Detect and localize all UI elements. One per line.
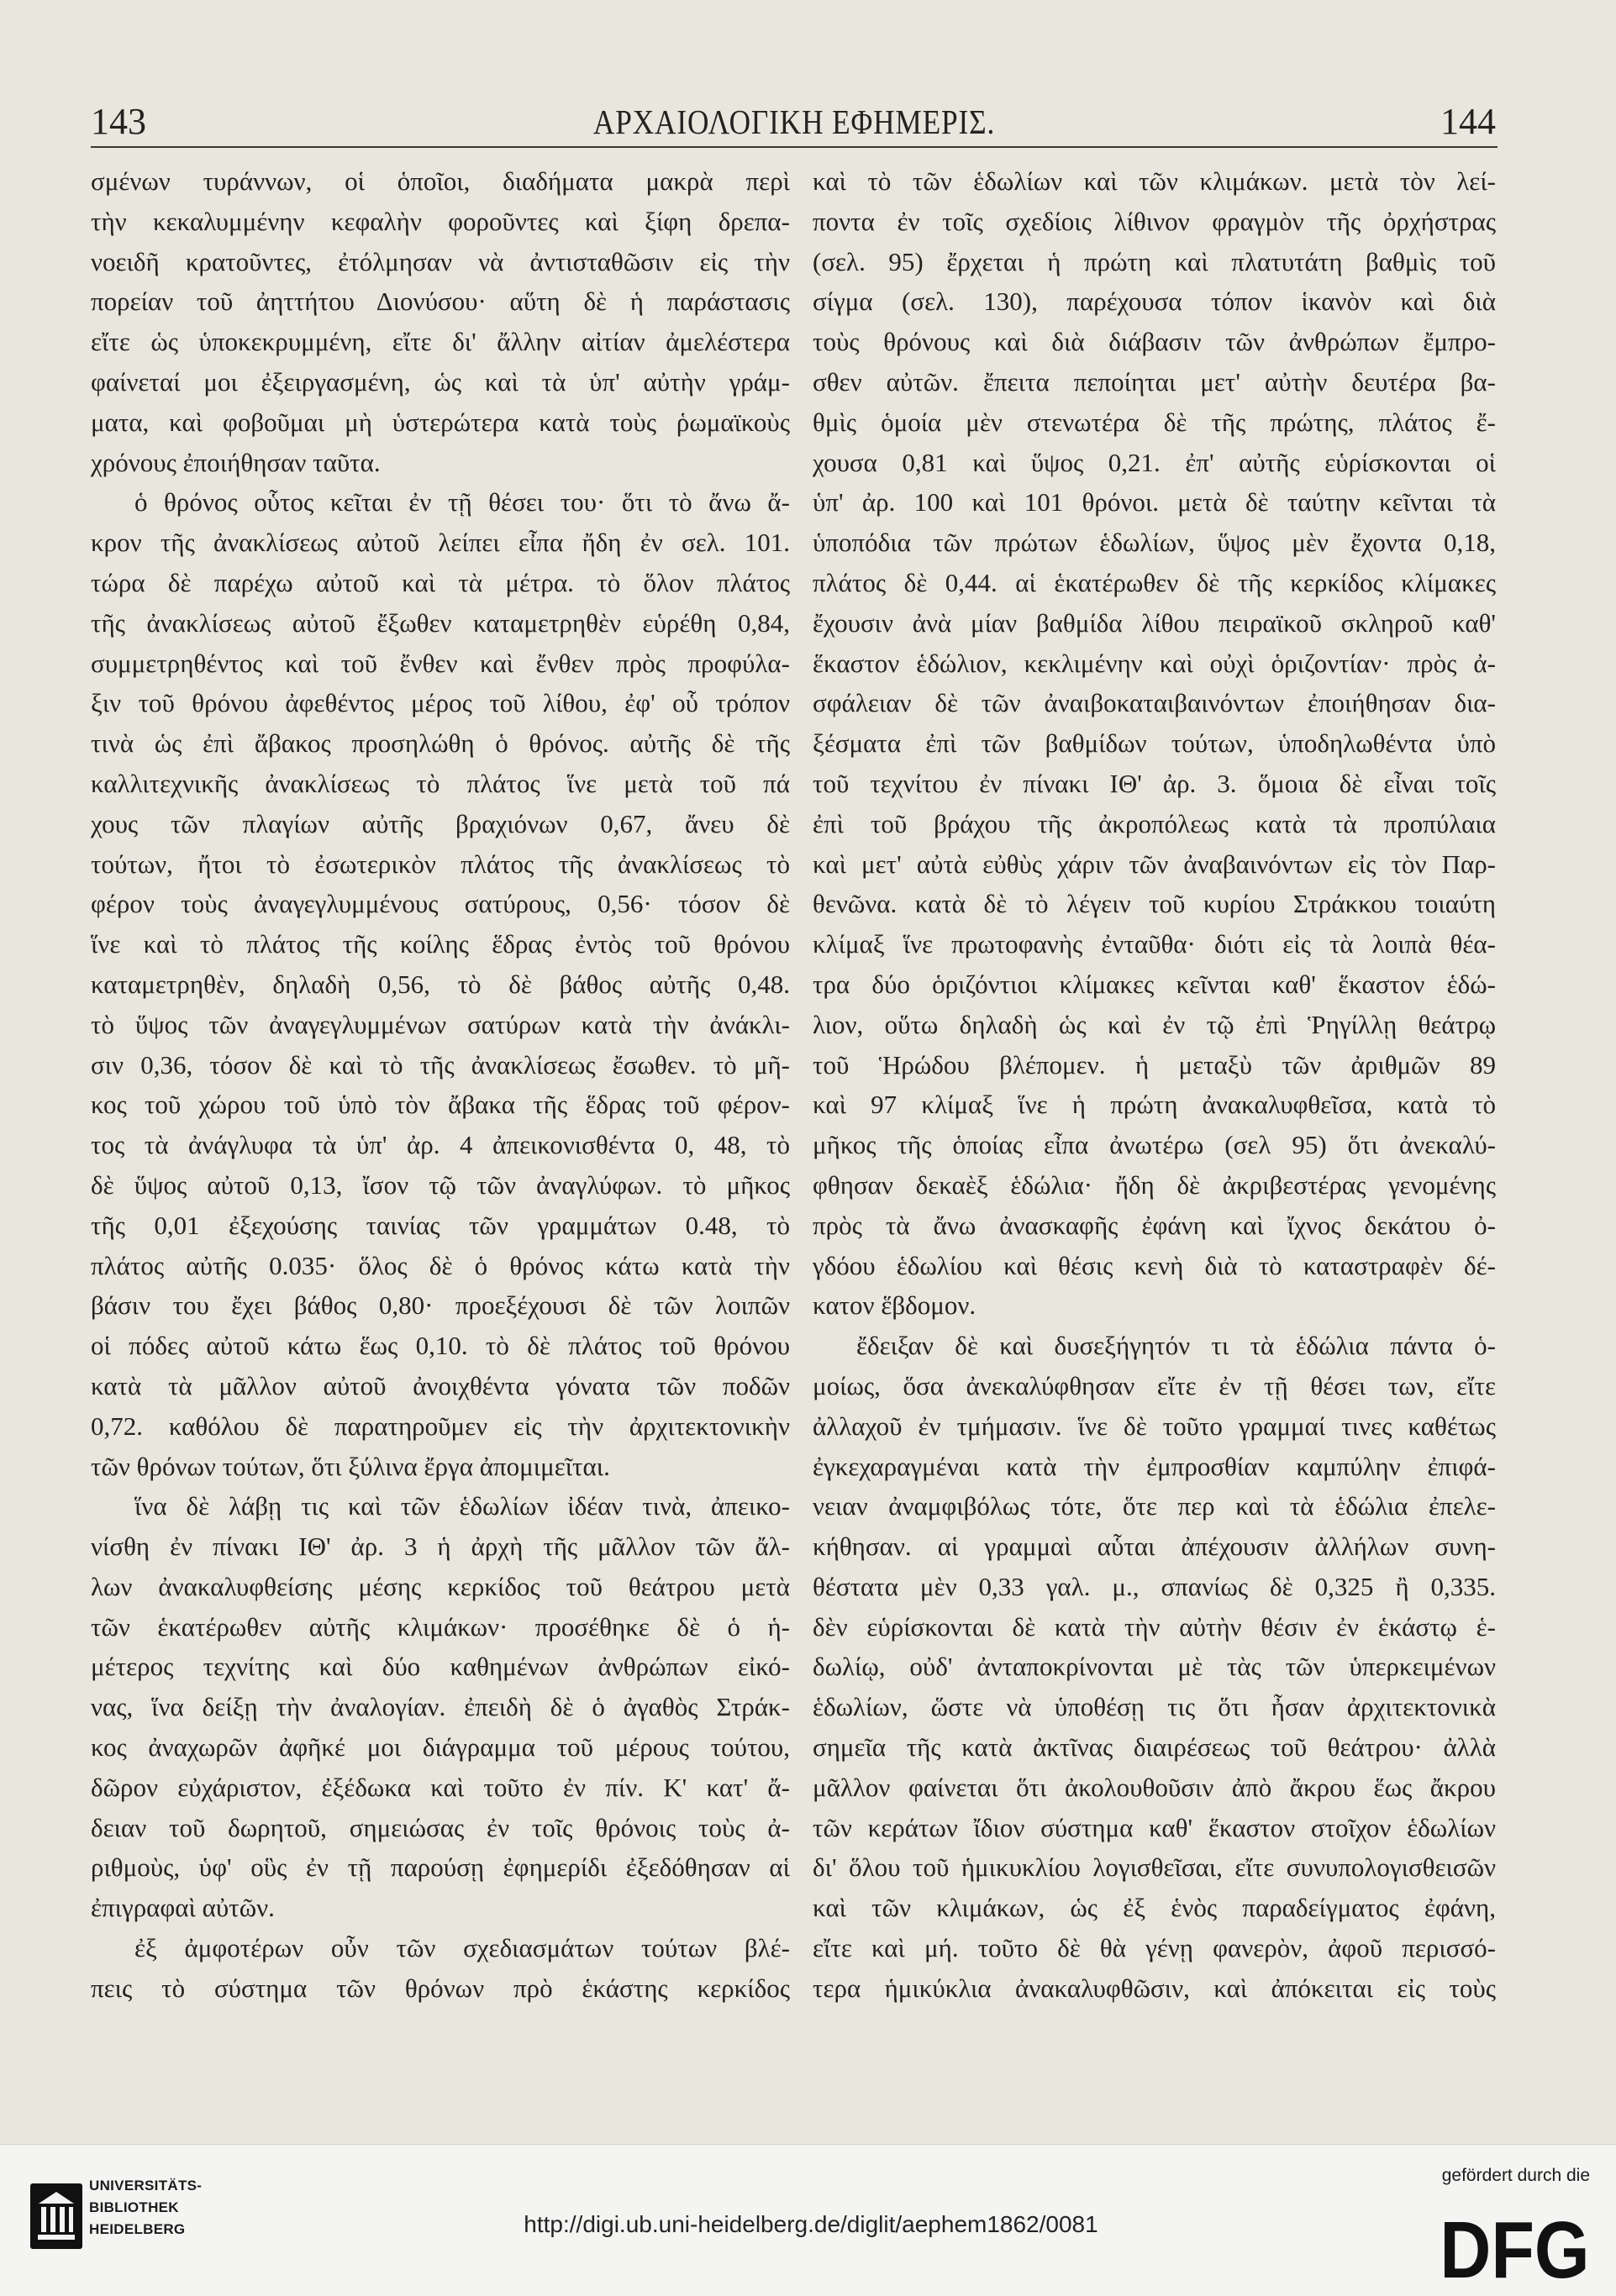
text-line: μῆκος τῆς ὁποίας εἶπα ἀνωτέρω (σελ 95) ὅτι ἀνεκαλύ- — [813, 1130, 1496, 1160]
text-line: ξιν τοῦ θρόνου ἀφεθέντος μέρος τοῦ λίθου, ἐφ' οὗ τρόπον — [91, 688, 790, 718]
text-line: σθεν αὐτῶν. ἔπειτα πεποίηται μετ' αὐτὴν δευτέρα βα- — [813, 366, 1496, 397]
text-line: δὲ ὕψος αὐτοῦ 0,13, ἴσον τῷ τῶν ἀναγλύφων. τὸ μῆκος — [91, 1169, 790, 1200]
text-line: καὶ τὸ τῶν ἑδωλίων καὶ τῶν κλιμάκων. μετὰ τὸν λεί- — [813, 166, 1496, 196]
text-line: τοὺς θρόνους καὶ διὰ διάβασιν τῶν ἀνθρώπων ἔμπρο- — [813, 327, 1496, 357]
text-line: καταμετρηθὲν, δηλαδὴ 0,56, τὸ δὲ βάθος αὐτῆς 0,48. — [91, 969, 790, 999]
text-line: νας, ἵνα δείξῃ τὴν ἀναλογίαν. ἐπειδὴ δὲ ὁ ἀγαθὸς Στράκ- — [91, 1692, 790, 1722]
text-line: ξέσματα ἐπὶ τῶν βαθμίδων τούτων, ὑποδηλωθέντα ὑπὸ — [813, 728, 1496, 759]
text-line: ἐξ ἀμφοτέρων οὖν τῶν σχεδιασμάτων τούτων βλέ- — [134, 1933, 790, 1963]
library-name-line-3: HEIDELBERG — [89, 2221, 186, 2237]
permalink-url[interactable]: http://digi.ub.uni-heidelberg.de/diglit/aephem1862/0081 — [524, 2211, 1098, 2237]
page-number-left: 143 — [91, 101, 146, 142]
text-line: πεις τὸ σύστημα τῶν θρόνων πρὸ ἑκάστης κερκίδος — [91, 1973, 790, 2003]
left-column — [91, 161, 790, 2009]
text-line: λιον, οὕτω δηλαδὴ ὡς καὶ ἐν τῷ ἐπὶ Ῥηγίλλῃ θεάτρῳ — [813, 1009, 1496, 1039]
text-line: σίγμα (σελ. 130), παρέχουσα τόπον ἱκανὸν καὶ διὰ — [813, 286, 1496, 317]
digitization-footer — [0, 2144, 1616, 2296]
text-line: ἵνε καὶ τὸ πλάτος τῆς κοίλης ἕδρας ἐντὸς τοῦ θρόνου — [91, 929, 790, 959]
text-line: τώρα δὲ παρέχω αὐτοῦ καὶ τὰ μέτρα. τὸ ὅλον πλάτος — [91, 567, 790, 597]
text-line: ἐπὶ τοῦ βράχου τῆς ἀκροπόλεως κατὰ τὰ προπύλαια — [813, 808, 1496, 838]
text-line: δωλίῳ, οὐδ' ἀνταποκρίνονται μὲ τὰς τῶν ὑπερκειμένων — [813, 1652, 1496, 1682]
text-line: πλάτος αὐτῆς 0.035· ὅλος δὲ ὁ θρόνος κάτω κατὰ τὴν — [91, 1250, 790, 1280]
text-line: κήθησαν. αἱ γραμμαὶ αὗται ἀπέχουσιν ἀλλήλων συνη- — [813, 1532, 1496, 1562]
library-name-line-2: BIBLIOTHEK — [89, 2199, 179, 2215]
text-line: δῶρον εὐχάριστον, ἐξέδωκα καὶ τοῦτο ἐν πίν. Κ' κατ' ἄ- — [91, 1772, 790, 1802]
text-line: νοειδῆ κρατοῦντες, ἐτόλμησαν νὰ ἀντισταθῶσιν εἰς τὴν — [91, 246, 790, 276]
text-line: πρὸς τὰ ἄνω ἀνασκαφῆς ἐφάνη καὶ ἴχνος δεκάτου ὀ- — [813, 1210, 1496, 1240]
dfg-logo: DFG — [1440, 2205, 1590, 2295]
text-line: σιν 0,36, τόσον δὲ καὶ τὸ τῆς ἀνακλίσεως ἔσωθεν. τὸ μῆ- — [91, 1049, 790, 1080]
text-line: καλλιτεχνικῆς ἀνακλίσεως τὸ πλάτος ἵνε μετὰ τοῦ πά — [91, 768, 790, 798]
text-line: τινὰ ὡς ἐπὶ ἄβακος προσηλώθη ὁ θρόνος. αὐτῆς δὲ τῆς — [91, 728, 790, 759]
text-line: φαίνεταί μοι ἐξειργασμένη, ὡς καὶ τὰ ὑπ' αὐτὴν γράμ- — [91, 366, 790, 397]
text-line: καὶ 97 κλίμαξ ἵνε ἡ πρώτη ἀνακαλυφθεῖσα, κατὰ τὸ — [813, 1090, 1496, 1120]
text-line: νίσθη ἐν πίνακι ΙΘ' ἀρ. 3 ἡ ἀρχὴ τῆς μᾶλλον τῶν ἄλ- — [91, 1532, 790, 1562]
text-line: γδόου ἑδωλίου καὶ θέσις κενὴ διὰ τὸ καταστραφὲν δέ- — [813, 1250, 1496, 1280]
text-line: καὶ τῶν κλιμάκων, ὡς ἐξ ἑνὸς παραδείγματος ἐφάνη, — [813, 1893, 1496, 1923]
text-line: σημεῖα τῆς κατὰ ἀκτῖνας διαιρέσεως τοῦ θεάτρου· ἀλλὰ — [813, 1732, 1496, 1763]
text-line: θμὶς ὁμοία μὲν στενωτέρα δὲ τῆς πρώτης, πλάτος ἔ- — [813, 407, 1496, 437]
right-column — [813, 161, 1496, 2009]
text-line: ἐγκεχαραγμέναι κατὰ τὴν ἐμπροσθίαν καμπύλην ἐπιφά- — [813, 1451, 1496, 1481]
text-line: κλίμαξ ἵνε πρωτοφανὴς ἐνταῦθα· διότι εἰς τὰ λοιπὰ θέα- — [813, 929, 1496, 959]
text-line: κος τοῦ χώρου τοῦ ὑπὸ τὸν ἄβακα τῆς ἕδρας τοῦ φέρον- — [91, 1090, 790, 1120]
text-line: ὑποπόδια τῶν πρώτων ἑδωλίων, ὕψος μὲν ἔχοντα 0,18, — [813, 528, 1496, 558]
text-line: συμμετρηθέντος καὶ τοῦ ἔνθεν καὶ ἔνθεν πρὸς προφύλα- — [91, 648, 790, 678]
text-line: χρόνους ἐποιήθησαν ταῦτα. — [91, 447, 381, 477]
text-line: ματα, καὶ φοβοῦμαι μὴ ὑστερώτερα κατὰ τοὺς ῥωμαϊκοὺς — [91, 407, 790, 437]
text-line: μᾶλλον φαίνεται ὅτι ἀκολουθοῦσιν ἀπὸ ἄκρου ἕως ἄκρου — [813, 1772, 1496, 1802]
text-line: καὶ μετ' αὐτὰ εὐθὺς χάριν τῶν ἀναβαινόντων εἰς τὸν Παρ- — [813, 849, 1496, 879]
funding-note: gefördert durch die — [1441, 2166, 1590, 2185]
text-line: ἀλλαχοῦ ἐν τμήμασιν. ἵνε δὲ τοῦτο γραμμαί τινες καθέτως — [813, 1411, 1496, 1441]
text-line: χους τῶν πλαγίων αὐτῆς βραχιόνων 0,67, ἄνευ δὲ — [91, 808, 790, 838]
text-line: ἐπιγραφαὶ αὐτῶν. — [91, 1893, 275, 1923]
text-line: ἔδειξαν δὲ καὶ δυσεξήγητόν τι τὰ ἑδώλια πάντα ὁ- — [856, 1331, 1496, 1361]
text-line: βάσιν του ἔχει βάθος 0,80· προεξέχουσι δὲ τῶν λοιπῶν — [91, 1290, 790, 1321]
text-line: φέρον τοὺς ἀναγεγλυμμένους σατύρους, 0,56· τόσον δὲ — [91, 889, 790, 919]
text-line: θενῶνα. κατὰ δὲ τὸ λέγειν τοῦ κυρίου Στράκκου τοιαύτη — [813, 889, 1496, 919]
text-line: εἴτε ὡς ὑποκεκρυμμένη, εἴτε δι' ἄλλην αἰτίαν ἀμελέστερα — [91, 327, 790, 357]
text-line: τοῦ τεχνίτου ἐν πίνακι ΙΘ' ἀρ. 3. ὅμοια δὲ εἶναι τοῖς — [813, 768, 1496, 798]
text-line: τῶν κεράτων ἴδιον σύστημα καθ' ἕκαστον στοῖχον ἑδωλίων — [813, 1812, 1496, 1842]
text-line: νειαν ἀναμφιβόλως τότε, ὅτε περ καὶ τὰ ἑδώλια ἐπελε- — [813, 1491, 1496, 1521]
text-line: τῶν ἑκατέρωθεν αὐτῆς κλιμάκων· προσέθηκε δὲ ὁ ἡ- — [91, 1611, 790, 1642]
text-line: μοίως, ὅσα ἀνεκαλύφθησαν εἴτε ἐν τῇ θέσει των, εἴτε — [813, 1370, 1496, 1400]
text-line: ποντα ἐν τοῖς σχεδίοις λίθινον φραγμὸν τῆς ὀρχήστρας — [813, 206, 1496, 236]
text-line: ἔχουσιν ἀνὰ μίαν βαθμίδα λίθου πειραϊκοῦ σκληροῦ καθ' — [813, 607, 1496, 638]
library-name-line-1: UNIVERSITÄTS- — [89, 2178, 203, 2194]
text-line: οἱ πόδες αὐτοῦ κάτω ἕως 0,10. τὸ δὲ πλάτος τοῦ θρόνου — [91, 1331, 790, 1361]
journal-title: ΑΡΧΑΙΟΛΟΓΙΚΗ ΕΦΗΜΕΡΙΣ. — [592, 102, 996, 141]
text-line: σφάλειαν δὲ τῶν ἀναιβοκαταιβαινόντων ἐποιήθησαν δια- — [813, 688, 1496, 718]
text-line: τῆς ἀνακλίσεως αὐτοῦ ἔξωθεν καταμετρηθὲν εὑρέθη 0,84, — [91, 607, 790, 638]
text-line: τρα δύο ὁριζόντιοι κλίμακες κεῖνται καθ' ἕκαστον ἑδώ- — [813, 969, 1496, 999]
text-line: τὸ ὕψος τῶν ἀναγεγλυμμένων σατύρων κατὰ τὴν ἀνάκλι- — [91, 1009, 790, 1039]
text-line: ἵνα δὲ λάβῃ τις καὶ τῶν ἑδωλίων ἰδέαν τινὰ, ἀπεικο- — [134, 1491, 790, 1521]
text-line: ἑδωλίων, ὥστε νὰ ὑποθέσῃ τις ὅτι ἦσαν ἀρχιτεκτονικὰ — [813, 1692, 1496, 1722]
text-line: κατὰ τὰ μᾶλλον αὐτοῦ ἀνοιχθέντα γόνατα τῶν ποδῶν — [91, 1370, 790, 1400]
text-line: ριθμοὺς, ὑφ' οὓς ἐν τῇ παρούσῃ ἐφημερίδι ἐξεδόθησαν αἱ — [91, 1852, 790, 1883]
text-line: δὲν εὑρίσκονται δὲ κατὰ τὴν αὐτὴν θέσιν ἐν ἑκάστῳ ἑ- — [813, 1611, 1496, 1642]
running-title — [458, 99, 1130, 144]
text-line: τῆς 0,01 ἐξεχούσης ταινίας τῶν γραμμάτων 0.48, τὸ — [91, 1210, 790, 1240]
text-line: φθησαν δεκαὲξ ἑδώλια· ἤδη δὲ ἀκριβεστέρας γενομένης — [813, 1169, 1496, 1200]
text-line: 0,72. καθόλου δὲ παρατηροῦμεν εἰς τὴν ἀρχιτεκτονικὴν — [91, 1411, 790, 1441]
text-line: (σελ. 95) ἔρχεται ἡ πρώτη καὶ πλατυτάτη βαθμὶς τοῦ — [813, 246, 1496, 276]
text-line: ὑπ' ἀρ. 100 καὶ 101 θρόνοι. μετὰ δὲ ταύτην κεῖνται τὰ — [813, 487, 1496, 518]
text-line: πορείαν τοῦ ἀηττήτου Διονύσου· αὕτη δὲ ἡ παράστασις — [91, 286, 790, 317]
text-line: ἕκαστον ἑδώλιον, κεκλιμένην καὶ οὐχὶ ὁριζοντίαν· πρὸς ἀ- — [813, 648, 1496, 678]
text-line: πλάτος δὲ 0,44. αἱ ἑκατέρωθεν δὲ τῆς κερκίδος κλίμακες — [813, 567, 1496, 597]
text-line: τῶν θρόνων τούτων, ὅτι ξύλινα ἔργα ἀπομιμεῖται. — [91, 1451, 610, 1481]
page-number-right: 144 — [1440, 101, 1496, 142]
text-line: σμένων τυράννων, οἱ ὁποῖοι, διαδήματα μακρὰ περὶ — [91, 166, 790, 196]
text-line: τοῦ Ἡρώδου βλέπομεν. ἡ μεταξὺ τῶν ἀριθμῶν 89 — [813, 1049, 1496, 1080]
text-line: τούτων, ἤτοι τὸ ἐσωτερικὸν πλάτος τῆς ἀνακλίσεως τὸ — [91, 849, 790, 879]
text-line: δειαν τοῦ δωρητοῦ, σημειώσας ἐν τοῖς θρόνοις τοὺς ἀ- — [91, 1812, 790, 1842]
text-line: ὁ θρόνος οὗτος κεῖται ἐν τῇ θέσει του· ὅτι τὸ ἄνω ἄ- — [134, 487, 790, 518]
text-line: δι' ὅλου τοῦ ἡμικυκλίου λογισθεῖσαι, εἴτε συνυπολογισθεισῶν — [813, 1852, 1496, 1883]
text-line: κατον ἕβδομον. — [813, 1290, 976, 1321]
library-seal-icon — [30, 2183, 82, 2249]
text-line: εἴτε καὶ μή. τοῦτο δὲ θὰ γένῃ φανερὸν, ἀφοῦ περισσό- — [813, 1933, 1496, 1963]
text-line: μέτερος τεχνίτης καὶ δύο καθημένων ἀνθρώπων εἰκό- — [91, 1652, 790, 1682]
text-line: τὴν κεκαλυμμένην κεφαλὴν φοροῦντες καὶ ξίφη δρεπα- — [91, 206, 790, 236]
text-line: λων ἀνακαλυφθείσης μέσης κερκίδος τοῦ θεάτρου μετὰ — [91, 1571, 790, 1601]
text-line: θέστατα μὲν 0,33 γαλ. μ., σπανίως δὲ 0,325 ἢ 0,335. — [813, 1571, 1496, 1601]
text-line: τος τὰ ἀνάγλυφα τὰ ὑπ' ἀρ. 4 ἀπεικονισθέντα 0, 48, τὸ — [91, 1130, 790, 1160]
text-line: κρον τῆς ἀνακλίσεως αὐτοῦ λείπει εἶπα ἤδη ἐν σελ. 101. — [91, 528, 790, 558]
header-rule — [91, 146, 1498, 148]
text-line: κος ἀναχωρῶν ἀφῆκέ μοι διάγραμμα τοῦ μέρους τούτου, — [91, 1732, 790, 1763]
text-line: χουσα 0,81 καὶ ὕψος 0,21. ἐπ' αὐτῆς εὑρίσκονται οἱ — [813, 447, 1496, 477]
text-line: τερα ἡμικύκλια ἀνακαλυφθῶσιν, καὶ ἀπόκειται εἰς τοὺς — [813, 1973, 1496, 2003]
